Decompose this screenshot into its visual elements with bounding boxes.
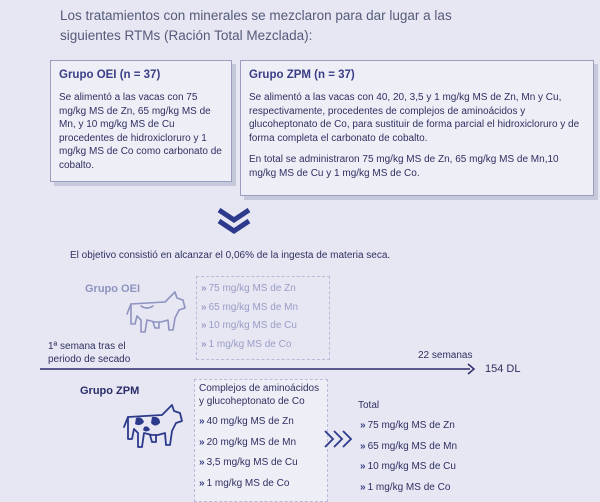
timeline-zpm-label: Grupo ZPM [80,385,140,397]
bullet-glyph: » [199,457,205,468]
zpm-item-text: 1 mg/kg MS de Co [206,477,290,489]
timeline-mid-label: 22 semanas [418,350,473,361]
group-zpm-card [240,60,594,196]
group-oei-text [51,81,231,172]
list-item [199,474,323,495]
zpm-item-text: 20 mg/kg MS de Mn [206,436,297,448]
bullet-glyph: » [360,481,366,493]
timeline-start-line-1: 1ª semana tras el [48,341,126,352]
zpm-mineral-list [194,379,328,502]
bullet-glyph: » [201,301,207,313]
total-mineral-list [360,416,460,498]
bullet-glyph: » [201,338,207,350]
bullet-glyph: » [199,436,205,448]
list-item [201,280,325,299]
bullet-glyph: » [199,477,205,489]
bullet-glyph: » [201,320,207,331]
group-oei-paragraph: Se alimentó a las vacas con 75 mg/kg MS de Zn, 65 mg/kg MS de Mn, y 10 mg/kg MS de Cu procedentes de hidroxicloruro y 1 mg/kg MS de Co como carbonato de cobalto. [59,92,222,171]
group-oei-title: Grupo OEI (n = 37) [59,69,161,81]
oei-item-text: 75 mg/kg MS de Zn [208,283,296,294]
list-item [360,416,460,437]
bullet-glyph: » [360,461,366,472]
list-item [199,453,323,474]
total-item-text: 1 mg/kg MS de Co [367,481,451,493]
timeline-start-line-2: periodo de secado [48,354,131,365]
total-item-text: 75 mg/kg MS de Zn [367,420,455,431]
triple-chevron-right-icon [323,429,355,449]
zpm-list-header: Complejos de aminoácidos y glucoheptonato de Co [199,383,320,407]
group-oei-card [50,60,232,182]
group-zpm-paragraph-2: En total se administraron 75 mg/kg MS de Zn, 65 mg/kg MS de Mn,10 mg/kg MS de Cu y 1 mg/kg MS de Co. [249,154,559,179]
bullet-glyph: » [199,416,205,427]
list-item [360,457,460,478]
timeline-oei-label: Grupo OEI [85,283,140,295]
intro-text: Los tratamientos con minerales se mezclaron para dar lugar a las siguientes RTMs (Ración Total Mezclada): [60,8,452,43]
double-chevron-down-icon [217,208,251,236]
timeline-end-label: 154 DL [485,363,521,375]
bullet-glyph: » [360,420,366,431]
bullet-glyph: » [201,283,207,294]
oei-item-text: 65 mg/kg MS de Mn [208,301,299,313]
oei-item-text: 1 mg/kg MS de Co [208,338,292,350]
list-item [199,433,323,454]
oei-item-text: 10 mg/kg MS de Cu [208,320,297,331]
cow-spotted-icon [122,403,186,457]
group-zpm-paragraph-1: Se alimentó a las vacas con 40, 20, 3,5 y 1 mg/kg MS de Zn, Mn y Cu, respectivamente, procedentes de complejos de aminoácidos y glucoheptonato de Co, para sustituir de forma parcial el hidroxicloruro y de forma completa el carbonato de cobalto. [249,92,580,144]
group-zpm-title: Grupo ZPM (n = 37) [249,69,355,81]
list-item [201,317,325,336]
cow-outline-icon [125,290,187,342]
group-zpm-text [241,81,593,180]
total-item-text: 10 mg/kg MS de Cu [367,461,456,472]
list-item [199,412,323,433]
list-item [201,336,325,355]
oei-mineral-list [196,276,330,360]
total-item-text: 65 mg/kg MS de Mn [367,440,458,452]
timeline-arrow [40,362,490,376]
zpm-item-text: 40 mg/kg MS de Zn [206,416,294,427]
list-item [360,437,460,458]
bullet-glyph: » [360,440,366,452]
objective-text: El objetivo consistió en alcanzar el 0,06% de la ingesta de materia seca. [70,250,391,261]
zpm-item-text: 3,5 mg/kg MS de Cu [206,457,298,468]
list-item [201,299,325,318]
total-label: Total [358,400,380,411]
list-item [360,478,460,499]
